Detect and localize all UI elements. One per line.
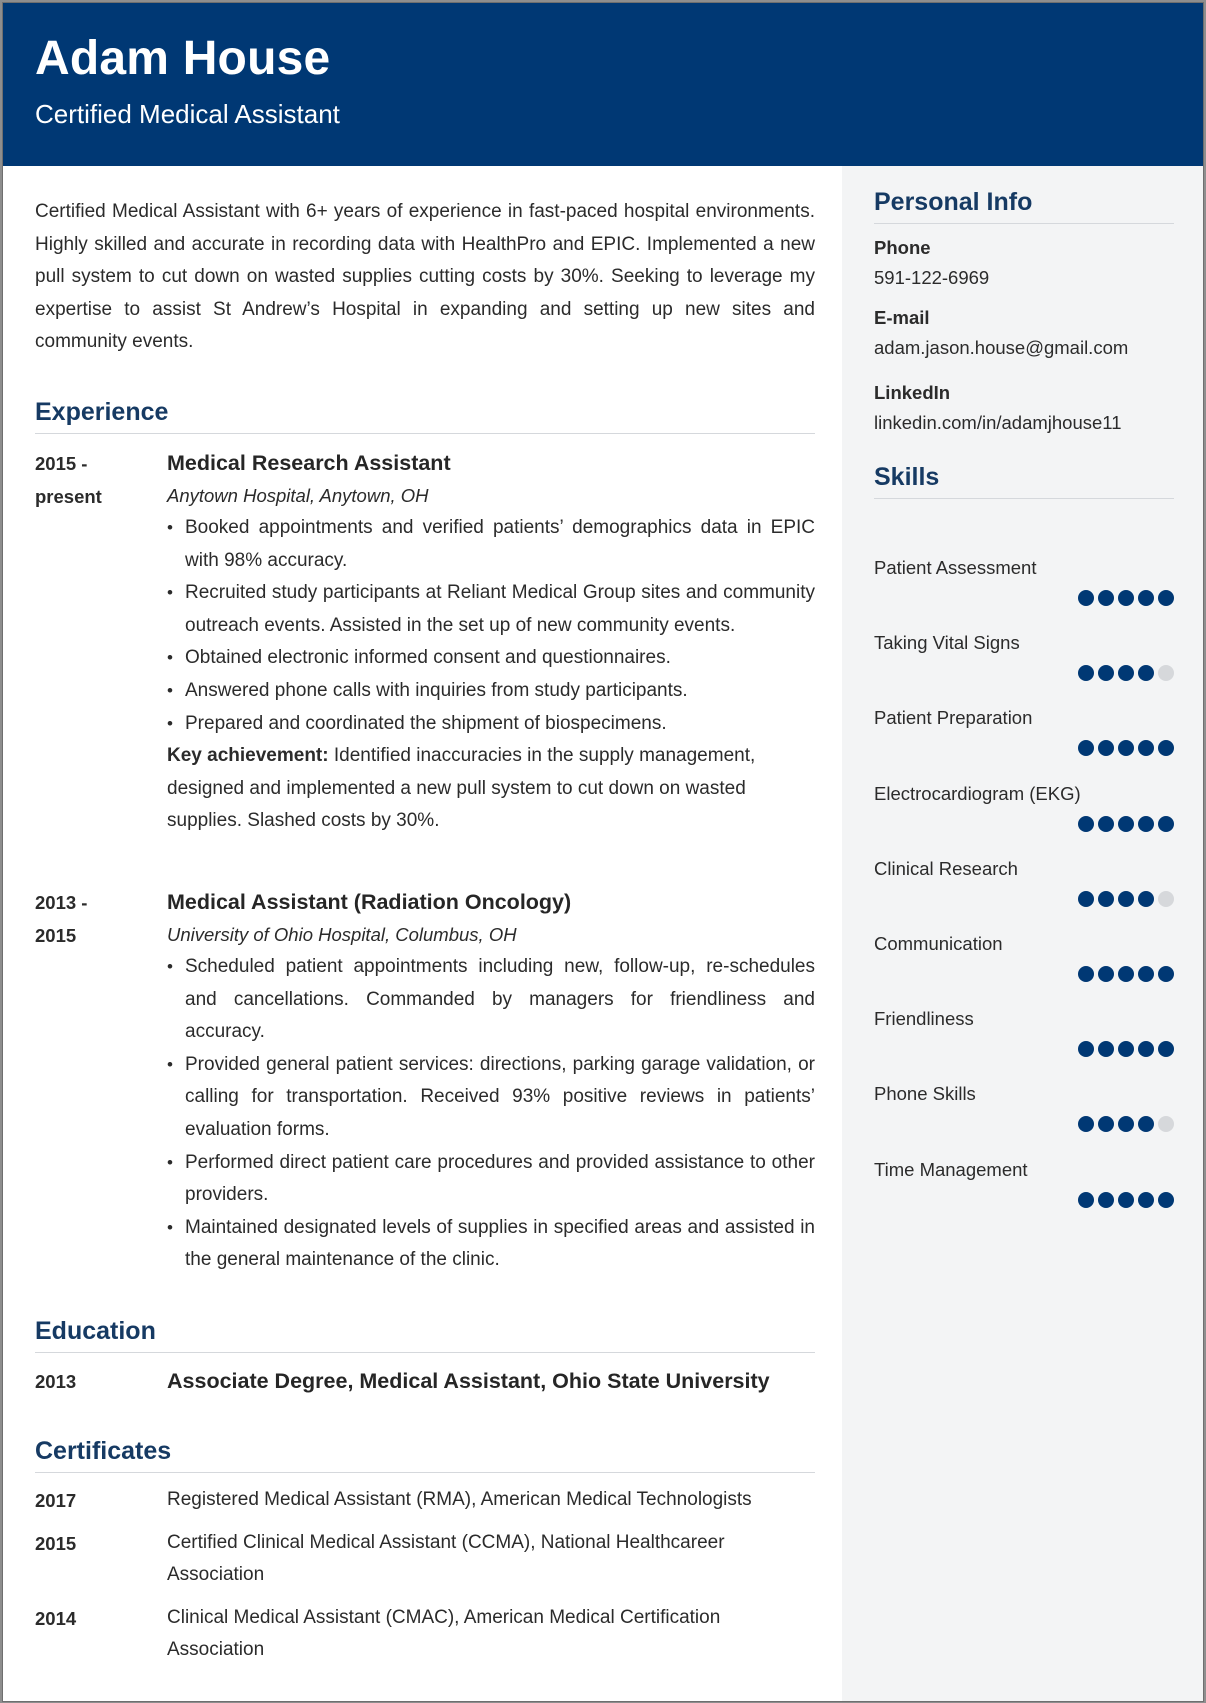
certificate-body [167,1602,815,1666]
job-bullet: • Performed direct patient care procedures and provided assistance to other providers. [167,1147,815,1212]
certificate-body [167,1484,815,1516]
skill-dot-filled [1158,966,1174,982]
education-heading: Education [35,1317,815,1353]
skill-dot-filled [1138,740,1154,756]
job-organization: Anytown Hospital, Anytown, OH [167,485,429,506]
skill-item [874,632,1174,702]
certificate-text: Clinical Medical Assistant (CMAC), American Medical Certification Association [167,1607,721,1660]
email-label: E-mail [874,307,930,328]
phone-label: Phone [874,237,931,258]
job-bullet: • Answered phone calls with inquiries from study participants. [167,675,815,708]
skills-heading: Skills [874,463,1174,499]
resume-header [3,3,1203,166]
skill-item [874,783,1174,853]
skill-name: Phone Skills [874,1083,976,1105]
skill-dot-filled [1078,740,1094,756]
skill-dot-filled [1138,966,1154,982]
skill-level-dots [1078,1192,1174,1208]
job-bullet: • Recruited study participants at Reliant Medical Group sites and community outreach events. Assisted in the set up of new community events. [167,577,815,642]
job-bullet: • Scheduled patient appointments including new, follow-up, re-schedules and cancellations. Commanded by managers for friendliness and accuracy. [167,951,815,1049]
certificate-year: 2017 [35,1490,77,1511]
skill-dot-filled [1098,1116,1114,1132]
job-bullets [167,951,815,1277]
skill-dot-filled [1078,1116,1094,1132]
skill-name: Patient Assessment [874,557,1037,578]
skill-dot-filled [1078,966,1094,982]
certificate-year: 2014 [35,1608,77,1629]
job-date-end: 2015 [35,925,77,946]
skill-level-dots [1078,1116,1174,1132]
skill-dot-filled [1098,891,1114,907]
job-bullet: • Booked appointments and verified patients’ demographics data in EPIC with 98% accuracy. [167,512,815,577]
skill-item [874,1008,1174,1078]
skill-dot-filled [1158,740,1174,756]
skill-dot-filled [1078,590,1094,606]
skill-name: Electrocardiogram (EKG) [874,782,1081,804]
skill-level-dots [1078,966,1174,982]
skill-dot-filled [1098,816,1114,832]
skill-name: Communication [874,933,1003,954]
skill-name: Patient Preparation [874,707,1033,729]
skill-dot-filled [1138,590,1154,606]
skill-name: Taking Vital Signs [874,632,1020,654]
skill-item [874,557,1174,627]
skill-dot-filled [1118,891,1134,907]
skill-dot-filled [1078,891,1094,907]
sidebar [842,166,1203,1701]
skill-level-dots [1078,740,1174,756]
skill-name: Clinical Research [874,857,1018,879]
job-date-start: 2013 - [35,892,88,913]
summary: Certified Medical Assistant with 6+ years of experience in fast-paced hospital environments. Highly skilled and accurate in recording data with HealthPro and EPIC. Implemented a new pull system to cut down on wasted supplies cutting costs by 30%. Seeking to leverage my expertise to assist St Andrew’s Hospital in expanding and setting up new sites and community events. [35,201,815,352]
skill-level-dots [1078,891,1174,907]
skill-dot-filled [1098,966,1114,982]
skill-item [874,933,1174,1003]
phone-value: 591-122-6969 [874,267,990,288]
skill-dot-filled [1118,590,1134,606]
experience-heading: Experience [35,398,815,434]
skill-dot-filled [1158,816,1174,832]
job-date-end: present [35,486,102,507]
education-body [167,1365,815,1398]
skill-dot-filled [1078,1041,1094,1057]
job-bullets [167,512,815,740]
skill-dot-filled [1118,665,1134,681]
job-date-start: 2015 - [35,453,88,474]
skill-dot-filled [1098,1192,1114,1208]
skill-dot-filled [1118,740,1134,756]
skill-name: Time Management [874,1158,1028,1180]
skill-dot-filled [1118,1041,1134,1057]
skill-dot-filled [1078,816,1094,832]
skill-dot-filled [1118,816,1134,832]
job-bullet: • Prepared and coordinated the shipment of biospecimens. [167,708,815,741]
key-achievement-label: Key achievement: [167,745,329,767]
skill-level-dots [1078,1041,1174,1057]
skill-dot-filled [1138,1116,1154,1132]
skill-dot-filled [1138,816,1154,832]
skill-level-dots [1078,590,1174,606]
key-achievement [167,740,815,838]
skill-dot-filled [1158,1192,1174,1208]
education-degree: Associate Degree, Medical Assistant, Ohio State University [167,1369,770,1393]
skill-item [874,1083,1174,1153]
skill-dot-filled [1138,665,1154,681]
email-value: adam.jason.house@gmail.com [874,337,1129,358]
job-organization: University of Ohio Hospital, Columbus, OH [167,924,517,945]
skill-dot-filled [1158,1041,1174,1057]
skill-dot-filled [1078,665,1094,681]
skill-level-dots [1078,665,1174,681]
certificate-body [167,1527,815,1591]
skill-item [874,858,1174,928]
skill-level-dots [1078,816,1174,832]
job-bullet: • Provided general patient services: directions, parking garage validation, or calling for transportation. Received 93% positive reviews in patients’ evaluation forms. [167,1049,815,1147]
skill-dot-filled [1138,1192,1154,1208]
skill-dot-empty [1158,891,1174,907]
candidate-name: Adam House [35,32,331,85]
resume-page [2,2,1204,1702]
skill-dot-filled [1098,740,1114,756]
skill-dot-filled [1138,1041,1154,1057]
certificates-heading: Certificates [35,1437,815,1473]
job-title: Medical Research Assistant [167,451,451,475]
certificate-text: Registered Medical Assistant (RMA), American Medical Technologists [167,1489,752,1510]
job-bullet: • Obtained electronic informed consent and questionnaires. [167,642,815,675]
personal-info-heading: Personal Info [874,188,1174,224]
skill-dot-empty [1158,1116,1174,1132]
skill-dot-filled [1098,590,1114,606]
skill-dot-filled [1118,1116,1134,1132]
skill-dot-empty [1158,665,1174,681]
skill-dot-filled [1138,891,1154,907]
skill-name: Friendliness [874,1008,974,1030]
candidate-role: Certified Medical Assistant [35,99,340,129]
linkedin-value: linkedin.com/in/adamjhouse11 [874,412,1122,433]
job-title: Medical Assistant (Radiation Oncology) [167,890,572,914]
skill-dot-filled [1098,1041,1114,1057]
linkedin-label: LinkedIn [874,382,951,403]
job-date [35,886,155,952]
education-year: 2013 [35,1371,77,1392]
skill-item [874,1159,1174,1229]
skill-dot-filled [1078,1192,1094,1208]
skill-dot-filled [1158,590,1174,606]
skill-dot-filled [1118,966,1134,982]
key-achievement-text: Identified inaccuracies in the supply management, designed and implemented a new pull system to cut down on wasted supplies. Slashed costs by 30%. [167,745,756,832]
job-body [167,886,815,1277]
job-bullet: • Maintained designated levels of supplies in specified areas and assisted in the general maintenance of the clinic. [167,1212,815,1277]
certificate-text: Certified Clinical Medical Assistant (CCMA), National Healthcareer Association [167,1532,725,1585]
job-date [35,447,155,513]
job-body [167,447,815,838]
skill-dot-filled [1098,665,1114,681]
skill-dot-filled [1118,1192,1134,1208]
certificate-year: 2015 [35,1533,77,1554]
skill-item [874,707,1174,777]
